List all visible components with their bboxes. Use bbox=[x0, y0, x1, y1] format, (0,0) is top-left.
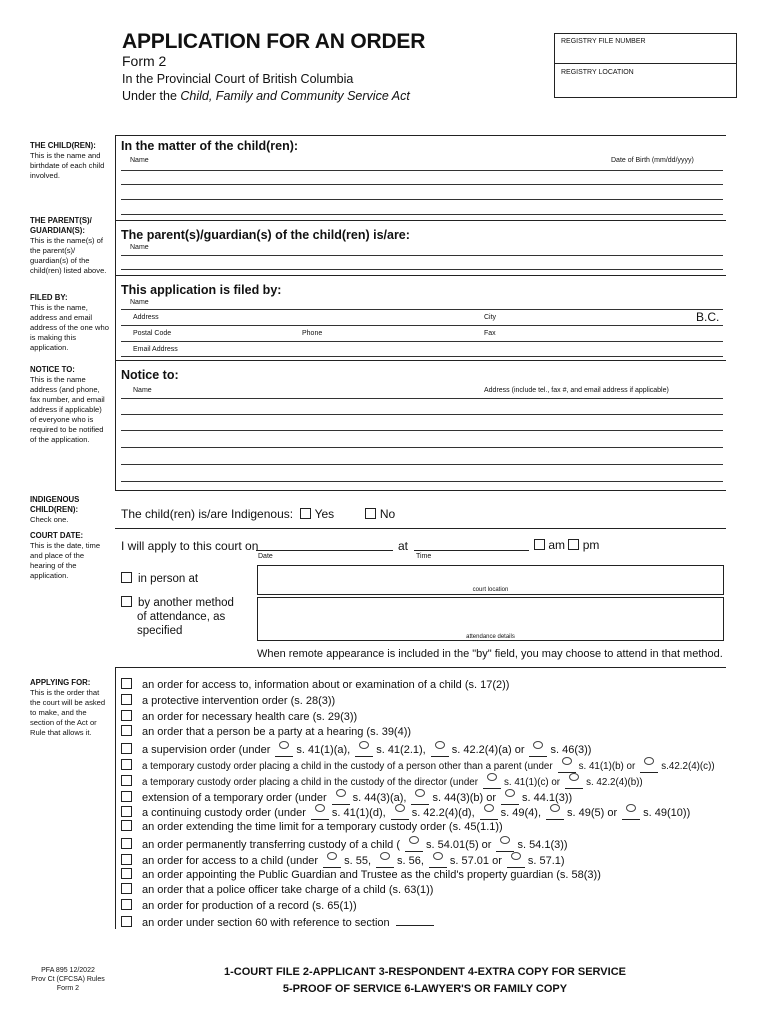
section-label: s. 44(3)(a), bbox=[352, 791, 407, 804]
radio-circle-icon bbox=[433, 852, 443, 860]
sidebar-parents: THE PARENT(S)/ GUARDIAN(S): This is the name(s) of the parent(s)/ guardian(s) of the child(ren) listed above. bbox=[30, 216, 107, 275]
notice-address-label: Address (include tel., fax #, and email address if applicable) bbox=[484, 387, 669, 394]
order-label: a supervision order (under bbox=[142, 744, 271, 757]
radio-circle-icon bbox=[359, 741, 369, 749]
order-label: a temporary custody order placing a child in the custody of the director (under bbox=[142, 776, 478, 788]
other-method-checkbox[interactable] bbox=[121, 596, 132, 607]
in-person-label: in person at bbox=[138, 573, 199, 585]
child-row-1[interactable] bbox=[121, 170, 723, 171]
indigenous-yes-label: Yes bbox=[314, 507, 335, 521]
section-label: s.42.2(4)(c)) bbox=[661, 761, 715, 772]
order-label: an order for access to a child (under bbox=[142, 854, 319, 867]
order-option bbox=[121, 899, 357, 912]
order-option bbox=[121, 694, 335, 707]
radio-circle-icon bbox=[533, 741, 543, 749]
section-radio[interactable] bbox=[480, 804, 498, 820]
section-label: s. 49(4), bbox=[500, 807, 542, 820]
radio-circle-icon bbox=[487, 773, 497, 781]
order-label: an order for access to, information about or examination of a child (s. 17(2)) bbox=[142, 679, 510, 691]
section-label: s. 46(3)) bbox=[550, 744, 592, 757]
order-option bbox=[121, 836, 568, 852]
divider bbox=[115, 667, 116, 929]
order-option bbox=[121, 868, 601, 881]
child-dob-label: Date of Birth (mm/dd/yyyy) bbox=[611, 157, 694, 164]
divider bbox=[115, 360, 726, 361]
form-rules: Prov Ct (CFCSA) Rules bbox=[31, 976, 105, 983]
divider bbox=[115, 275, 726, 276]
order-label: a temporary custody order placing a child in the custody of a person other than a parent (under bbox=[142, 761, 553, 772]
filer-postal-label: Postal Code bbox=[133, 330, 172, 337]
act-line: Under the Child, Family and Community Service Act bbox=[122, 89, 410, 103]
indigenous-no-checkbox[interactable] bbox=[365, 508, 376, 519]
indigenous-row bbox=[121, 507, 395, 521]
section-radio[interactable] bbox=[507, 852, 525, 868]
child-name-label: Name bbox=[130, 157, 149, 164]
at-label: at bbox=[398, 539, 409, 553]
section-label: s. 55, bbox=[344, 854, 371, 867]
child-row-4[interactable] bbox=[121, 214, 723, 215]
sidebar-children: THE CHILD(REN): This is the name and birthdate of each child involved. bbox=[30, 141, 105, 180]
province-bc: B.C. bbox=[696, 310, 720, 324]
section-label: s. 41(2.1), bbox=[376, 744, 426, 757]
order-option bbox=[121, 710, 357, 723]
sidebar-filed-by: FILED BY: This is the name, address and email address of the one who is making this application. bbox=[30, 293, 109, 352]
pm-label: pm bbox=[582, 538, 600, 552]
attendance-details-label: attendance details bbox=[466, 634, 515, 640]
radio-circle-icon bbox=[409, 836, 419, 844]
order-option bbox=[121, 789, 572, 805]
indigenous-question: The child(ren) is/are Indigenous: bbox=[121, 507, 294, 521]
section-label: s. 56, bbox=[397, 854, 424, 867]
section-radio[interactable] bbox=[323, 852, 341, 868]
parent-row-1[interactable] bbox=[121, 255, 723, 256]
filer-address-line[interactable] bbox=[121, 325, 723, 326]
section-label: s. 57.01 or bbox=[449, 854, 502, 867]
filer-name-line[interactable] bbox=[121, 309, 723, 310]
notice-row-4[interactable] bbox=[121, 447, 723, 448]
order-option bbox=[121, 757, 715, 773]
order-label: an order permanently transferring custody of a child ( bbox=[142, 839, 401, 851]
order-checkbox[interactable] bbox=[121, 725, 132, 736]
section-label: s. 49(10)) bbox=[643, 807, 691, 820]
section-label: s. 54.01(5) or bbox=[426, 839, 492, 851]
court-time-label: Time bbox=[416, 553, 432, 560]
section-reference-field[interactable] bbox=[396, 915, 434, 926]
order-label: a protective intervention order (s. 28(3)) bbox=[142, 694, 336, 707]
parent-row-2[interactable] bbox=[121, 269, 723, 270]
section-radio[interactable] bbox=[558, 757, 576, 773]
filer-fax-label: Fax bbox=[484, 330, 496, 337]
section-label: s. 42.2(4)(b)) bbox=[586, 776, 643, 788]
child-row-3[interactable] bbox=[121, 199, 723, 200]
section-radio[interactable] bbox=[622, 804, 640, 820]
section-radio[interactable] bbox=[496, 836, 514, 852]
other-method-label-2: of attendance, as bbox=[137, 611, 226, 623]
radio-circle-icon bbox=[415, 789, 425, 797]
notice-row-2[interactable] bbox=[121, 414, 723, 415]
radio-circle-icon bbox=[644, 757, 654, 765]
pm-checkbox[interactable] bbox=[568, 539, 579, 550]
section-label: s. 49(5) or bbox=[567, 807, 618, 820]
filer-postal-line[interactable] bbox=[121, 341, 723, 342]
section-label: s. 42.2(4)(d), bbox=[411, 807, 475, 820]
order-checkbox[interactable] bbox=[121, 806, 132, 817]
sidebar-applying-for: APPLYING FOR: This is the order that the court will be asked to make, and the section of the Act or Rule that allows it. bbox=[30, 678, 106, 737]
order-checkbox[interactable] bbox=[121, 791, 132, 802]
divider bbox=[115, 667, 726, 668]
children-heading: In the matter of the child(ren): bbox=[121, 139, 299, 153]
filer-email-label: Email Address bbox=[133, 346, 178, 353]
section-label: s. 41(1)(c) or bbox=[504, 776, 561, 788]
am-checkbox[interactable] bbox=[534, 539, 545, 550]
order-label: extension of a temporary order (under bbox=[142, 791, 327, 804]
section-radio[interactable] bbox=[391, 804, 409, 820]
order-option bbox=[121, 773, 643, 789]
divider bbox=[115, 220, 116, 275]
other-method-option bbox=[121, 596, 234, 638]
child-row-2[interactable] bbox=[121, 184, 723, 185]
section-radio[interactable] bbox=[405, 836, 423, 852]
sidebar-notice-to: NOTICE TO: This is the name address (and phone, fax number, and email address if applicable) of everyone who is required to be notified of the application. bbox=[30, 365, 105, 444]
order-option bbox=[121, 725, 411, 738]
radio-circle-icon bbox=[550, 804, 560, 812]
am-pm-group bbox=[534, 538, 599, 552]
order-option bbox=[121, 915, 434, 929]
registry-file-number-label[interactable]: REGISTRY FILE NUMBER bbox=[561, 38, 646, 45]
radio-circle-icon bbox=[511, 852, 521, 860]
section-label: s. 44.1(3)) bbox=[522, 791, 573, 804]
order-option bbox=[121, 804, 690, 820]
section-radio[interactable] bbox=[546, 804, 564, 820]
radio-circle-icon bbox=[505, 789, 515, 797]
notice-row-6[interactable] bbox=[121, 481, 723, 482]
order-checkbox[interactable] bbox=[121, 838, 132, 849]
radio-circle-icon bbox=[279, 741, 289, 749]
order-label: an order that a person be a party at a hearing (s. 39(4)) bbox=[142, 726, 412, 739]
section-label: s. 54.1(3)) bbox=[517, 839, 568, 851]
order-label: an order under section 60 with reference to section bbox=[142, 917, 390, 929]
registry-location-label[interactable]: REGISTRY LOCATION bbox=[561, 69, 634, 76]
indigenous-yes-checkbox[interactable] bbox=[300, 508, 311, 519]
divider bbox=[115, 275, 116, 360]
form-id: PFA 895 12/2022 bbox=[41, 967, 95, 974]
order-checkbox[interactable] bbox=[121, 883, 132, 894]
parents-heading: The parent(s)/guardian(s) of the child(ren) is/are: bbox=[121, 228, 410, 242]
court-time-field[interactable] bbox=[414, 550, 529, 551]
other-method-label-3: specified bbox=[137, 625, 183, 637]
order-label: a continuing custody order (under bbox=[142, 807, 306, 820]
filed-by-heading: This application is filed by: bbox=[121, 283, 282, 297]
divider bbox=[115, 135, 116, 220]
court-location-label: court location bbox=[472, 587, 509, 593]
divider bbox=[115, 135, 726, 136]
order-checkbox[interactable] bbox=[121, 868, 132, 879]
sidebar-indigenous: INDIGENOUS CHILD(REN): Check one. bbox=[30, 495, 80, 524]
order-checkbox[interactable] bbox=[121, 694, 132, 705]
am-label: am bbox=[548, 538, 566, 552]
parent-name-label: Name bbox=[130, 244, 149, 251]
radio-circle-icon bbox=[435, 741, 445, 749]
indigenous-no-label: No bbox=[379, 507, 396, 521]
order-checkbox[interactable] bbox=[121, 743, 132, 754]
in-person-option bbox=[121, 572, 198, 585]
copies-line-2: 5-PROOF OF SERVICE 6-LAWYER'S OR FAMILY COPY bbox=[282, 983, 568, 995]
section-radio[interactable] bbox=[501, 789, 519, 805]
order-checkbox[interactable] bbox=[121, 916, 132, 927]
divider bbox=[115, 528, 726, 529]
section-radio[interactable] bbox=[640, 757, 658, 773]
section-radio[interactable] bbox=[275, 741, 293, 757]
order-checkbox[interactable] bbox=[121, 678, 132, 689]
section-label: s. 44(3)(b) or bbox=[432, 791, 497, 804]
section-radio[interactable] bbox=[332, 789, 350, 805]
sidebar-court-date: COURT DATE: This is the date, time and place of the hearing of the application. bbox=[30, 531, 101, 580]
section-radio[interactable] bbox=[429, 852, 447, 868]
section-radio[interactable] bbox=[483, 773, 501, 789]
other-method-label-1: by another method bbox=[138, 597, 234, 609]
order-checkbox[interactable] bbox=[121, 775, 132, 786]
radio-circle-icon bbox=[336, 789, 346, 797]
section-radio[interactable] bbox=[355, 741, 373, 757]
radio-circle-icon bbox=[380, 852, 390, 860]
filer-city-label: City bbox=[484, 314, 497, 321]
divider bbox=[115, 490, 726, 491]
radio-circle-icon bbox=[569, 773, 579, 781]
radio-circle-icon bbox=[327, 852, 337, 860]
order-checkbox[interactable] bbox=[121, 899, 132, 910]
filer-address-label: Address bbox=[133, 314, 159, 321]
section-label: s. 41(1)(a), bbox=[296, 744, 351, 757]
order-label: an order extending the time limit for a temporary custody order (s. 45(1.1)) bbox=[142, 821, 503, 834]
section-radio[interactable] bbox=[431, 741, 449, 757]
remote-note: When remote appearance is included in the "by" field, you may choose to attend in that method. bbox=[257, 648, 723, 660]
form-number: Form 2 bbox=[122, 53, 167, 69]
court-date-label: Date bbox=[258, 553, 273, 560]
court-date-field[interactable] bbox=[256, 550, 393, 551]
order-option bbox=[121, 678, 509, 691]
registry-box bbox=[554, 33, 737, 98]
notice-heading: Notice to: bbox=[121, 368, 179, 382]
radio-circle-icon bbox=[626, 804, 636, 812]
form-label: Form 2 bbox=[56, 985, 80, 992]
notice-name-label: Name bbox=[133, 387, 152, 394]
order-label: an order that a police officer take charge of a child (s. 63(1)) bbox=[142, 884, 434, 897]
order-option bbox=[121, 852, 565, 868]
section-radio[interactable] bbox=[376, 852, 394, 868]
apply-text: I will apply to this court on bbox=[121, 539, 259, 553]
filer-phone-label: Phone bbox=[302, 330, 323, 337]
notice-row-5[interactable] bbox=[121, 464, 723, 465]
order-label: an order appointing the Public Guardian and Trustee as the child's property guardian (s. 58(3)) bbox=[142, 868, 601, 881]
section-radio[interactable] bbox=[529, 741, 547, 757]
order-label: an order for necessary health care (s. 29(3)) bbox=[142, 710, 358, 723]
radio-circle-icon bbox=[562, 757, 572, 765]
radio-circle-icon bbox=[500, 836, 510, 844]
order-checkbox[interactable] bbox=[121, 759, 132, 770]
radio-circle-icon bbox=[395, 804, 405, 812]
form-title: APPLICATION FOR AN ORDER bbox=[122, 30, 426, 53]
order-checkbox[interactable] bbox=[121, 710, 132, 721]
section-radio[interactable] bbox=[565, 773, 583, 789]
filer-name-label: Name bbox=[130, 299, 149, 306]
order-label: an order for production of a record (s. 65(1)) bbox=[142, 900, 357, 913]
order-option bbox=[121, 741, 591, 757]
radio-circle-icon bbox=[484, 804, 494, 812]
divider bbox=[115, 360, 116, 490]
notice-row-3[interactable] bbox=[121, 430, 723, 431]
court-name: In the Provincial Court of British Columbia bbox=[122, 72, 354, 86]
section-radio[interactable] bbox=[311, 804, 329, 820]
order-option bbox=[121, 883, 433, 896]
section-label: s. 42.2(4)(a) or bbox=[451, 744, 525, 757]
section-label: s. 41(1)(b) or bbox=[578, 761, 636, 772]
radio-circle-icon bbox=[315, 804, 325, 812]
order-checkbox[interactable] bbox=[121, 854, 132, 865]
order-checkbox[interactable] bbox=[121, 820, 132, 831]
copies-line-1: 1-COURT FILE 2-APPLICANT 3-RESPONDENT 4-EXTRA COPY FOR SERVICE bbox=[224, 966, 626, 978]
section-label: s. 57.1) bbox=[527, 854, 565, 867]
notice-row-1[interactable] bbox=[121, 398, 723, 399]
section-radio[interactable] bbox=[411, 789, 429, 805]
section-label: s. 41(1)(d), bbox=[331, 807, 386, 820]
divider bbox=[115, 220, 726, 221]
filer-email-line[interactable] bbox=[121, 356, 723, 357]
order-option bbox=[121, 820, 503, 833]
in-person-checkbox[interactable] bbox=[121, 572, 132, 583]
